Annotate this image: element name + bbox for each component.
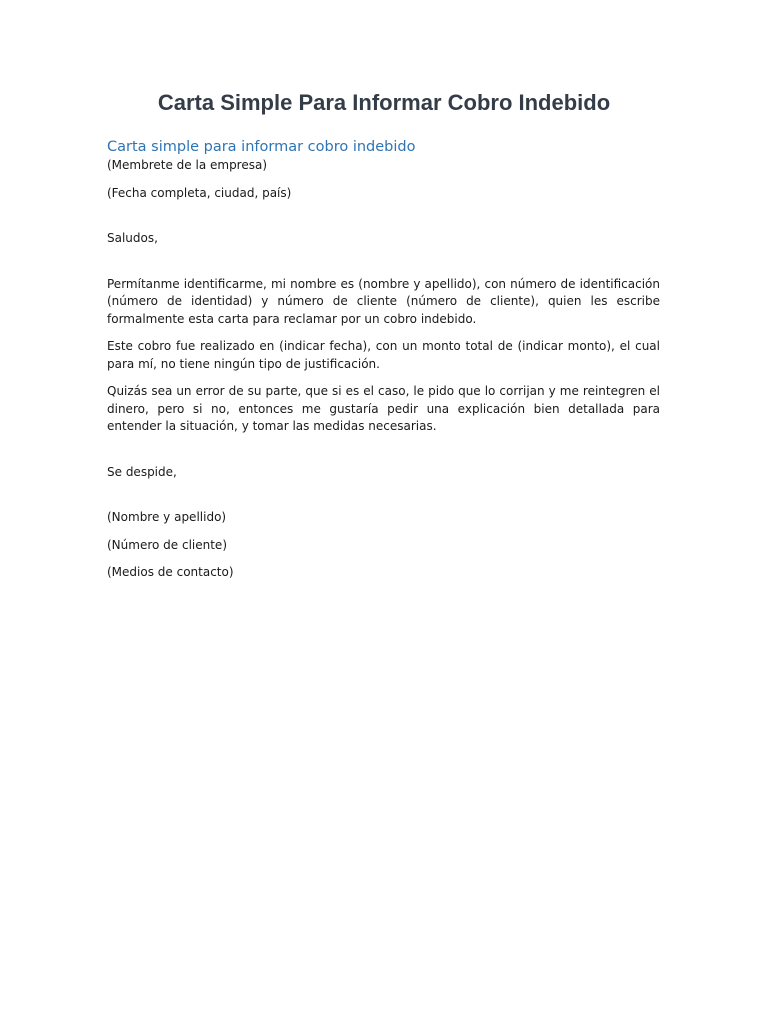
paragraph-charge-details: Este cobro fue realizado en (indicar fecha), con un monto total de (indicar monto), el cual para mí, no tiene ningún tipo de justificación.	[107, 339, 660, 371]
letterhead-placeholder: (Membrete de la empresa)	[107, 158, 268, 172]
paragraph-identification: Permítanme identificarme, mi nombre es (nombre y apellido), con número de identificación (número de identidad) y número de cliente (número de cliente), quien les escribe formalmente esta carta para reclamar por un cobro indebido.	[107, 276, 660, 326]
document-title: Carta Simple Para Informar Cobro Indebido	[157, 90, 611, 115]
paragraph-request: Quizás sea un error de su parte, que si es el caso, le pido que lo corrijan y me reintegren el dinero, pero si no, entonces me gustaría pedir una explicación bien detallada para entender la situación, y tomar las medidas necesarias.	[107, 384, 660, 433]
signature-name: (Nombre y apellido)	[107, 510, 227, 524]
signature-client-number: (Número de cliente)	[107, 537, 227, 552]
greeting: Saludos,	[107, 231, 158, 245]
signature-contact: (Medios de contacto)	[107, 565, 234, 579]
date-line: (Fecha completa, ciudad, país)	[107, 185, 292, 200]
closing: Se despide,	[107, 464, 177, 479]
letter-body	[107, 138, 660, 582]
letter-heading: Carta simple para informar cobro indebido	[107, 139, 416, 155]
